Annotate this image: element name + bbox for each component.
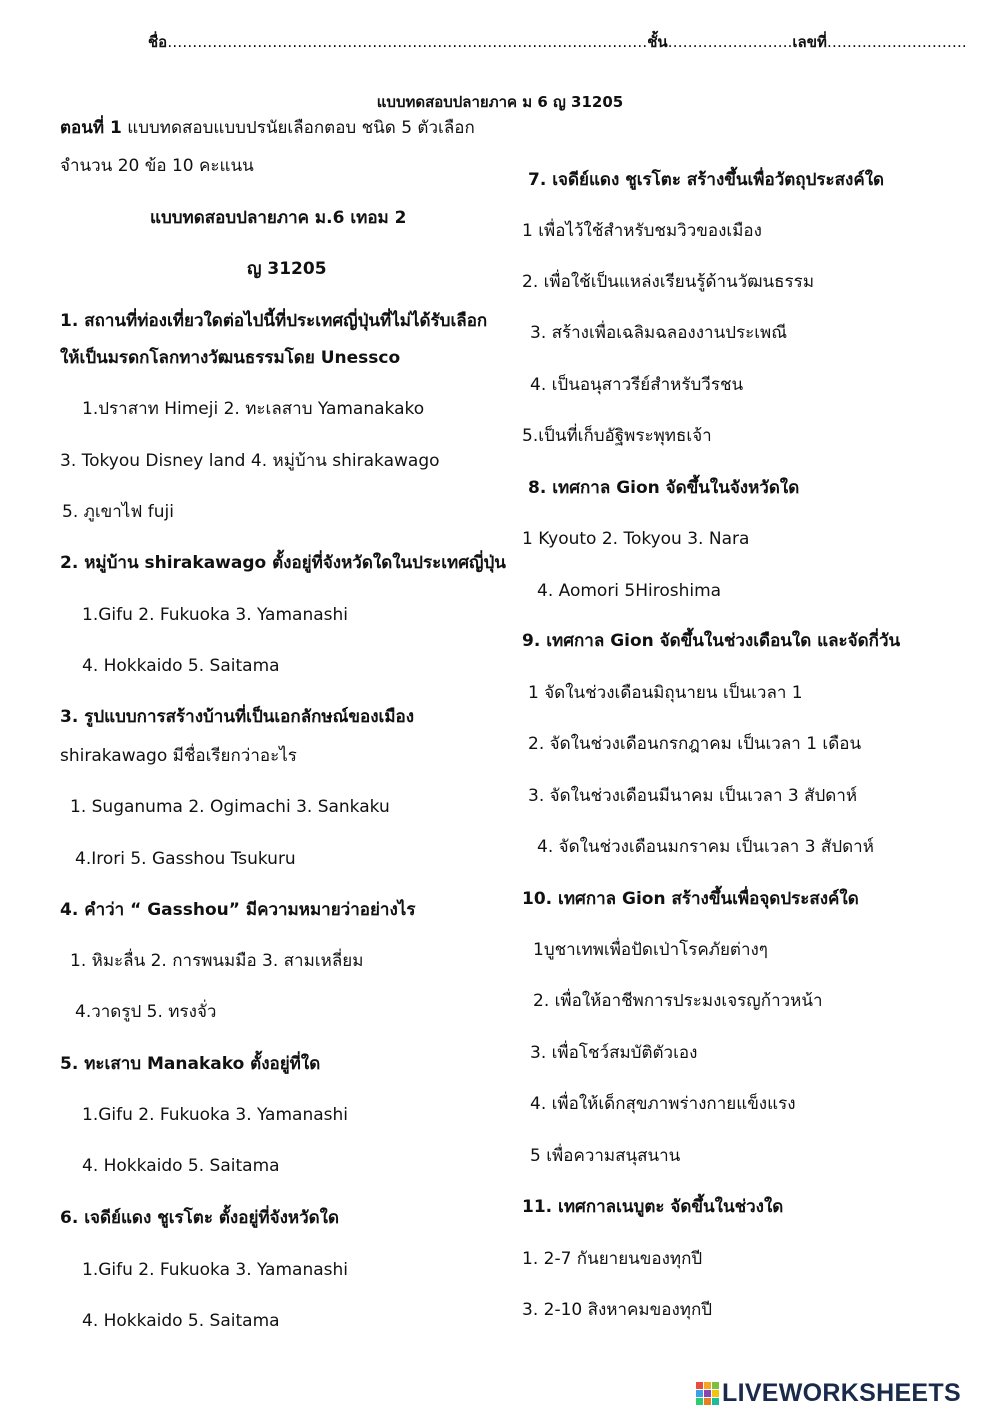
q1-options-c: 5. ภูเขาไฟ fuji xyxy=(62,502,175,522)
q5-question: 5. ทะเสาบ Manakako ตั้งอยู่ที่ใด xyxy=(60,1054,321,1074)
q1-options-a: 1.ปราสาท Himeji 2. ทะเลสาบ Yamanakako xyxy=(82,399,425,419)
brand-name: LIVEWORKSHEETS xyxy=(722,1378,961,1407)
q11-question: 11. เทศกาลเนบูตะ จัดขึ้นในช่วงใด xyxy=(522,1197,784,1217)
logo-square xyxy=(712,1382,719,1389)
q1-options-b: 3. Tokyou Disney land 4. หมู่บ้าน shirakawago xyxy=(60,451,440,471)
intro-count: จำนวน 20 ข้อ 10 คะแนน xyxy=(60,156,254,176)
course-code: ญ 31205 xyxy=(247,259,327,279)
subtitle: แบบทดสอบปลายภาค ม.6 เทอม 2 xyxy=(150,208,407,228)
q10-option-1: 1บูชาเทพเพื่อปัดเป่าโรคภัยต่างๆ xyxy=(533,940,768,960)
q7-option-3: 3. สร้างเพื่อเฉลิมฉลองงานประเพณี xyxy=(530,323,788,343)
q5-options-b: 4. Hokkaido 5. Saitama xyxy=(82,1156,280,1176)
number-label: เลขที่ xyxy=(792,33,827,51)
page-title: แบบทดสอบปลายภาค ม 6 ญ 31205 xyxy=(376,93,624,111)
number-field[interactable]: ………………………. xyxy=(826,33,967,51)
q7-question: 7. เจดีย์แดง ชูเรโตะ สร้างขึ้นเพื่อวัตถุประสงค์ใด xyxy=(528,170,885,190)
part-label: ตอนที่ 1 xyxy=(60,118,122,138)
q7-option-5: 5.เป็นที่เก็บอัฐิพระพุทธเจ้า xyxy=(522,426,712,446)
q9-option-2: 2. จัดในช่วงเดือนกรกฎาคม เป็นเวลา 1 เดือน xyxy=(528,734,862,754)
student-info-line xyxy=(148,30,967,54)
q8-options-a: 1 Kyouto 2. Tokyou 3. Nara xyxy=(522,529,750,549)
q9-option-1: 1 จัดในช่วงเดือนมิถุนายน เป็นเวลา 1 xyxy=(528,683,803,703)
q4-options-b: 4.วาดรูป 5. ทรงจั่ว xyxy=(75,1002,217,1022)
q9-option-4: 4. จัดในช่วงเดือนมกราคม เป็นเวลา 3 สัปดาห์ xyxy=(537,837,874,857)
q7-option-4: 4. เป็นอนุสาวรีย์สำหรับวีรชน xyxy=(530,375,744,395)
logo-square xyxy=(712,1398,719,1405)
q10-option-4: 4. เพื่อให้เด็กสุขภาพร่างกายแข็งแรง xyxy=(530,1094,796,1114)
q9-question: 9. เทศกาล Gion จัดขึ้นในช่วงเดือนใด และจัดกี่วัน xyxy=(522,631,901,651)
q1-line1: 1. สถานที่ท่องเที่ยวใดต่อไปนี้ที่ประเทศญี่ปุ่นที่ไม่ได้รับเลือก xyxy=(60,311,488,331)
q10-option-2: 2. เพื่อให้อาชีพการประมงเจรญก้าวหน้า xyxy=(533,991,823,1011)
logo-square xyxy=(712,1390,719,1397)
part-text: แบบทดสอบแบบปรนัยเลือกตอบ ชนิด 5 ตัวเลือก xyxy=(121,118,475,138)
q3-options-a: 1. Suganuma 2. Ogimachi 3. Sankaku xyxy=(70,797,390,817)
logo-square xyxy=(704,1382,711,1389)
class-label: ชั้น xyxy=(647,33,668,51)
q7-option-1: 1 เพื่อไว้ใช้สำหรับชมวิวของเมือง xyxy=(522,221,762,241)
q2-text: ตั้งอยู่ที่จังหวัดใดในประเทศญี่ปุ่น xyxy=(272,553,506,573)
q3-line1: 3. รูปแบบการสร้างบ้านที่เป็นเอกลักษณ์ของเมือง xyxy=(60,707,415,727)
q10-option-3: 3. เพื่อโชว์สมบัติตัวเอง xyxy=(530,1043,698,1063)
logo-square xyxy=(696,1382,703,1389)
q2-prefix: 2. หมู่บ้าน shirakawago xyxy=(60,553,273,573)
logo-square xyxy=(696,1390,703,1397)
q11-option-3: 3. 2-10 สิงหาคมของทุกปี xyxy=(522,1300,713,1320)
q2-options-a: 1.Gifu 2. Fukuoka 3. Yamanashi xyxy=(82,605,348,625)
q4-options-a: 1. หิมะลื่น 2. การพนมมือ 3. สามเหลี่ยม xyxy=(70,951,364,971)
logo-square xyxy=(696,1398,703,1405)
q6-options-b: 4. Hokkaido 5. Saitama xyxy=(82,1311,280,1331)
q2-options-b: 4. Hokkaido 5. Saitama xyxy=(82,656,280,676)
name-field[interactable]: …………………………………………………………………………………… xyxy=(167,33,648,51)
q8-options-b: 4. Aomori 5Hiroshima xyxy=(537,581,722,601)
class-field[interactable]: ……………………. xyxy=(667,33,793,51)
q4-question: 4. คำว่า “ Gasshou” มีความหมายว่าอย่างไร xyxy=(60,900,416,920)
q1-line2: ให้เป็นมรดกโลกทางวัฒนธรรมโดย Unessco xyxy=(60,348,401,368)
q10-question: 10. เทศกาล Gion สร้างขึ้นเพื่อจุดประสงค์ใด xyxy=(522,889,859,909)
intro-part xyxy=(60,117,475,139)
logo-mark-icon xyxy=(696,1382,719,1405)
q6-options-a: 1.Gifu 2. Fukuoka 3. Yamanashi xyxy=(82,1260,348,1280)
q10-option-5: 5 เพื่อความสนุสนาน xyxy=(530,1146,681,1166)
name-label: ชื่อ xyxy=(148,33,168,51)
q5-options-a: 1.Gifu 2. Fukuoka 3. Yamanashi xyxy=(82,1105,348,1125)
logo-square xyxy=(704,1390,711,1397)
q7-option-2: 2. เพื่อใช้เป็นแหล่งเรียนรู้ด้านวัฒนธรรม xyxy=(522,272,815,292)
q3-options-b: 4.Irori 5. Gasshou Tsukuru xyxy=(75,849,296,869)
q3-line2: shirakawago มีชื่อเรียกว่าอะไร xyxy=(60,746,297,766)
liveworksheets-logo[interactable] xyxy=(696,1378,961,1408)
q8-question: 8. เทศกาล Gion จัดขึ้นในจังหวัดใด xyxy=(528,478,800,498)
q6-question: 6. เจดีย์แดง ชูเรโตะ ตั้งอยู่ที่จังหวัดใด xyxy=(60,1208,340,1228)
q11-option-1: 1. 2-7 กันยายนของทุกปี xyxy=(522,1249,703,1269)
q9-option-3: 3. จัดในช่วงเดือนมีนาคม เป็นเวลา 3 สัปดาห์ xyxy=(528,786,858,806)
q2-question xyxy=(60,552,506,574)
logo-square xyxy=(704,1398,711,1405)
